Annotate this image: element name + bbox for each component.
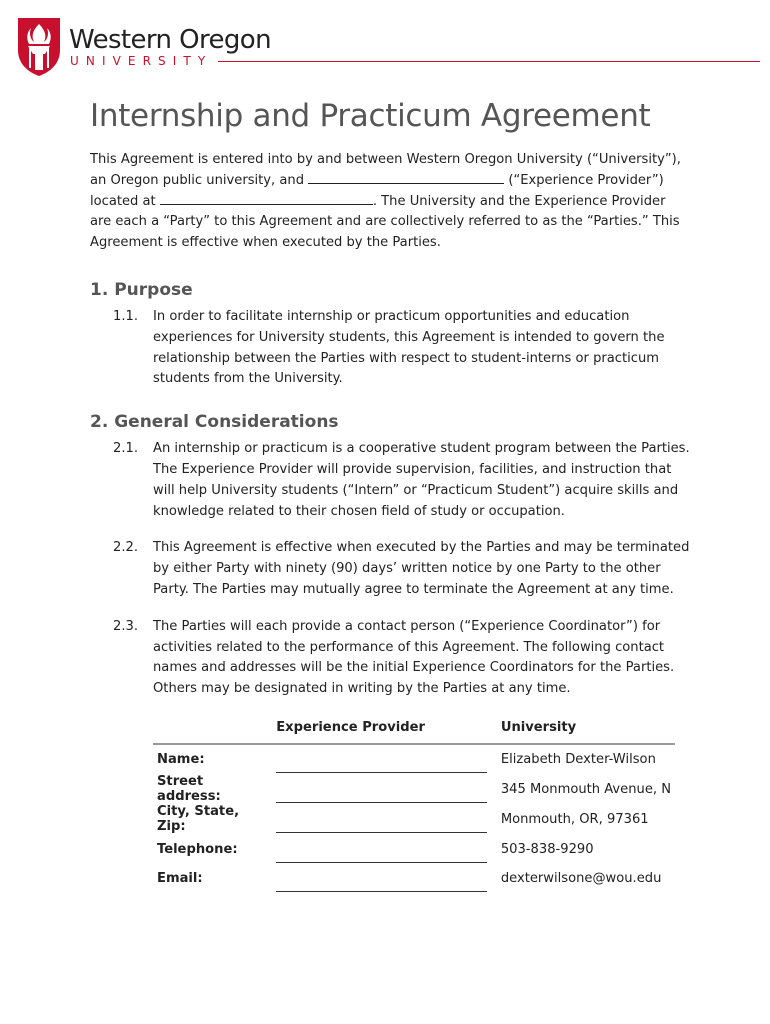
clause-number: 2.3. xyxy=(113,618,138,634)
clause-1-1 xyxy=(90,307,690,390)
clause-number: 2.2. xyxy=(113,540,138,556)
clause-text: In order to facilitate internship or practicum opportunities and education experiences for University students, this Agreement is intended to govern the relationship between the Parties with respect to student-interns or practicum students from the University. xyxy=(153,308,665,387)
university-telephone-value: 503-838-9290 xyxy=(500,841,594,857)
provider-location-blank[interactable] xyxy=(160,192,373,205)
section-purpose xyxy=(90,278,690,390)
provider-telephone-field[interactable] xyxy=(270,834,487,864)
clause-number: 1.1. xyxy=(113,308,138,324)
contact-row-telephone xyxy=(153,834,675,864)
contacts-table xyxy=(153,712,675,894)
contact-row-name xyxy=(153,744,675,775)
contact-row-street xyxy=(153,774,675,804)
intro-text-3: . The University and the Experience Provider are each a “Party” to this Agreement and are collectively referred to as the “Parties.” This Agreement is effective when executed by the Parties. xyxy=(90,193,680,251)
university-street-value: 345 Monmouth Avenue, N xyxy=(500,781,671,797)
intro-paragraph xyxy=(90,150,690,254)
intro-text-2: (“Experience Provider”) located at xyxy=(90,172,664,209)
provider-name-blank[interactable] xyxy=(308,171,504,184)
header-empty xyxy=(153,712,270,744)
provider-street-field[interactable] xyxy=(270,774,487,804)
provider-name-field[interactable] xyxy=(270,744,487,775)
university-name-value: Elizabeth Dexter-Wilson xyxy=(500,752,656,768)
university-name: Western Oregon xyxy=(69,25,271,55)
clause-text: This Agreement is effective when executed by the Parties and may be terminated by either Party with ninety (90) days’ written notice by one Party to the other Party. The Parties may mutually agree to terminate the Agreement at any time. xyxy=(153,540,690,597)
row-label: Street address: xyxy=(157,774,221,805)
section-heading: 2. General Considerations xyxy=(90,412,339,433)
contact-row-email xyxy=(153,864,675,894)
page-title: Internship and Practicum Agreement xyxy=(90,98,651,134)
university-email-value: dexterwilsone@wou.edu xyxy=(500,871,662,887)
section-heading: 1. Purpose xyxy=(90,279,193,300)
clause-text: An internship or practicum is a cooperative student program between the Parties. The Experience Provider will provide supervision, facilities, and instruction that will help University students (“Intern” or “Practicum Student”) acquire skills and knowledge related to their chosen field of study or occupation. xyxy=(153,441,690,519)
clause-2-2 xyxy=(90,538,690,600)
contacts-header-row xyxy=(153,712,675,744)
row-label: Name: xyxy=(157,752,205,768)
university-city-value: Monmouth, OR, 97361 xyxy=(500,811,649,827)
clause-number: 2.1. xyxy=(113,441,138,457)
letterhead xyxy=(14,14,764,78)
header-divider xyxy=(218,61,760,62)
header-experience-provider: Experience Provider xyxy=(270,712,487,744)
document-body xyxy=(90,96,690,893)
intro-text-1: This Agreement is entered into by and between Western Oregon University (“University”), an Oregon public university, and xyxy=(90,152,681,188)
provider-city-field[interactable] xyxy=(270,804,487,834)
contact-row-city xyxy=(153,804,675,834)
clause-2-1 xyxy=(90,439,690,522)
section-general-considerations xyxy=(90,410,690,893)
provider-email-field[interactable] xyxy=(270,864,487,894)
clause-2-3 xyxy=(90,617,690,700)
row-label: Telephone: xyxy=(157,841,238,857)
clause-text: The Parties will each provide a contact person (“Experience Coordinator”) for activities related to the performance of this Agreement. The following contact names and addresses will be the initial Experience Coordinators for the Parties. Others may be designated in writing by the Parties at any time. xyxy=(153,618,675,697)
torch-logo-icon xyxy=(14,16,64,76)
header-university: University xyxy=(487,712,675,744)
university-subtitle: UNIVERSITY xyxy=(70,54,213,68)
row-label: Email: xyxy=(157,871,203,887)
row-label: City, State, Zip: xyxy=(157,804,240,835)
